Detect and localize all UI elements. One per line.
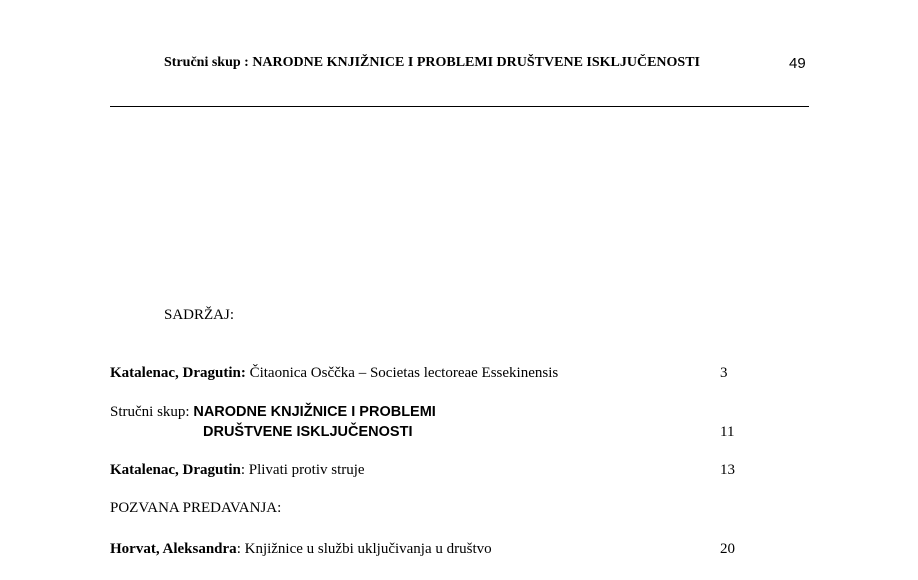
toc-entry-prefix: Stručni skup: (110, 404, 194, 420)
toc-entry-author: Katalenac, Dragutin: (110, 365, 246, 381)
toc-entry-title-line1: NARODNE KNJIŽNICE I PROBLEMI (193, 404, 436, 420)
section-heading: POZVANA PREDAVANJA: (110, 500, 282, 516)
toc-entry-title-line2: DRUŠTVENE ISKLJUČENOSTI (203, 424, 413, 440)
toc-entry-title: : Knjižnice u službi uključivanja u društvo (236, 541, 492, 557)
toc-entry-page: 3 (720, 365, 728, 381)
toc-entry-title: : Plivati protiv struje (240, 462, 365, 478)
running-header (164, 55, 700, 71)
page-number: 49 (789, 55, 806, 72)
toc-entry-author: Horvat, Aleksandra (110, 541, 237, 557)
toc-entry (110, 461, 365, 480)
toc-entry-conference (110, 403, 436, 422)
toc-entry-title: Čitaonica Osččka – Societas lectoreae Essekinensis (245, 365, 559, 381)
toc-entry (110, 540, 492, 559)
header-title: NARODNE KNJIŽNICE I PROBLEMI DRUŠTVENE ISKLJUČENOSTI (252, 55, 701, 70)
header-prefix: Stručni skup : (164, 55, 249, 70)
toc-entry-page: 20 (720, 541, 735, 557)
toc-entry-page: 11 (720, 424, 735, 440)
toc-entry-author: Katalenac, Dragutin (110, 462, 241, 478)
toc-entry-page: 13 (720, 462, 735, 478)
header-divider (110, 106, 809, 107)
toc-entry (110, 364, 558, 383)
toc-heading: SADRŽAJ: (164, 307, 235, 323)
